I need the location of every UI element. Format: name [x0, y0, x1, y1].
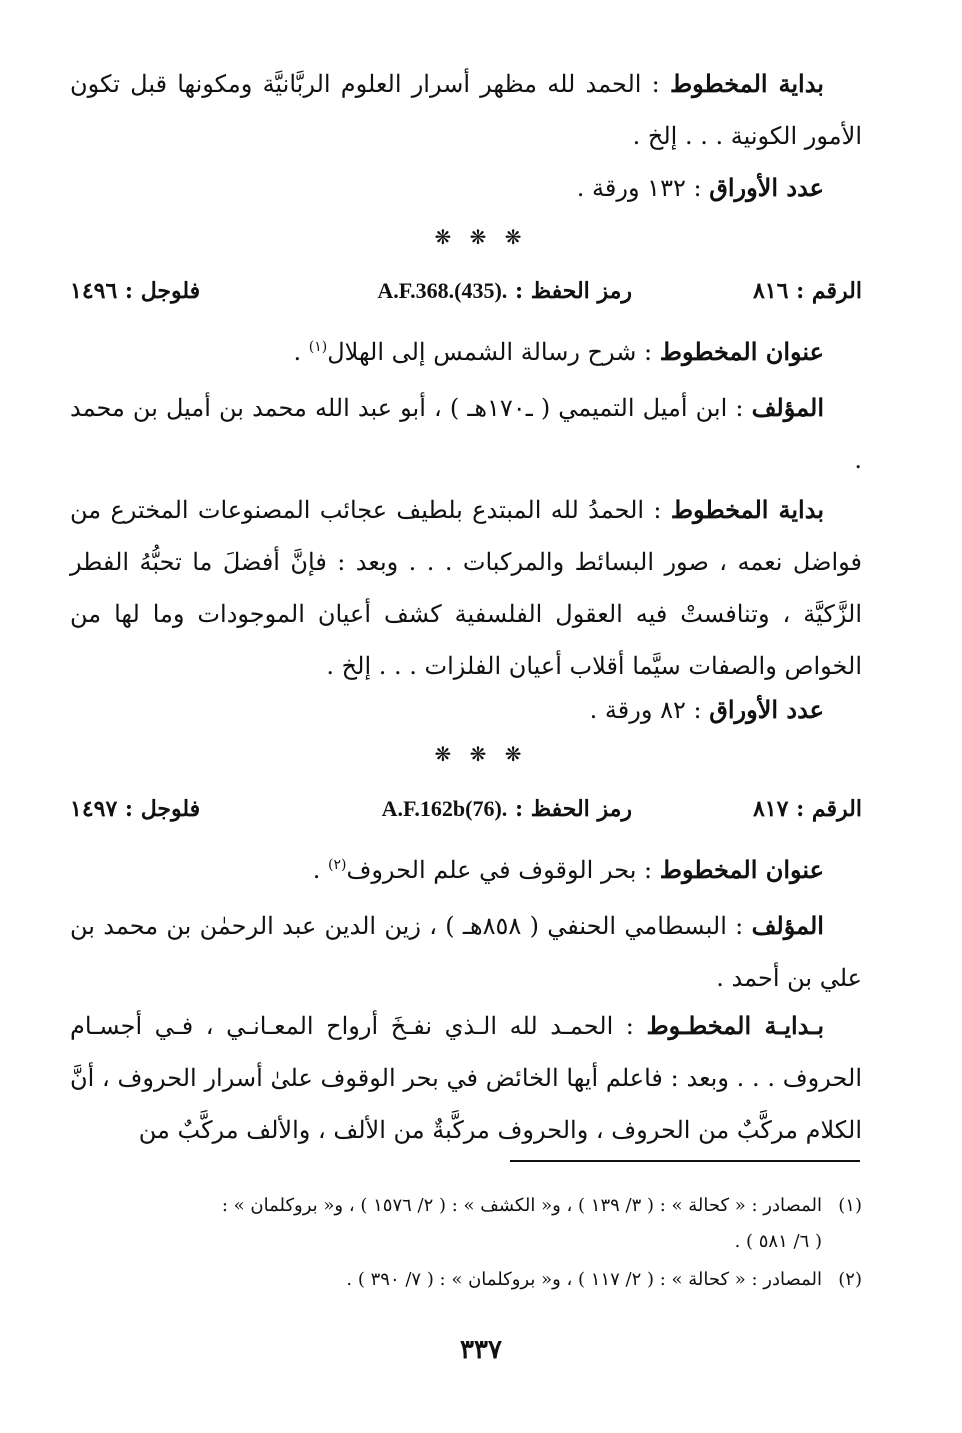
leaves-text: : ٨٢ ورقة . [589, 696, 702, 724]
beginning-text: : الحمدُ لله المبتدع بلطيف عجائب المصنوعات المخترع من فواضل نعمه ، صور البسائط والمركبات . . . وبعد : فإنَّ أفضلَ ما تحبُّهُ الفطر الزَّكيَّة ، وتنافستْ فيه العقول الفلسفية كشف أعيان الموجودات وما لها من الخواص والصفات سيَّما أقلاب أعيان الفلزات . . . إلخ . [70, 496, 862, 680]
title-label: عنوان المخطوط [659, 855, 824, 884]
flugel-number: فلوجل : ١٤٩٧ [70, 796, 201, 822]
manuscript-beginning [70, 484, 862, 692]
footnote-marker: (٢) [838, 1269, 862, 1290]
storage-code [382, 796, 632, 822]
leaves-label: عدد الأوراق [709, 695, 824, 724]
footnote-1-continuation: ( ٦/ ٥٨١ ) . [734, 1231, 822, 1252]
footnote-text: المصادر : « كحالة » : ( ٢/ ١١٧ ) ، و« بروكلمان » : ( ٧/ ٣٩٠ ) . [346, 1269, 822, 1290]
leaves-count [70, 684, 862, 736]
leaves-count [70, 162, 862, 214]
flugel-number: فلوجل : ١٤٩٦ [70, 278, 201, 304]
storage-code-value: A.F.368.(435). [377, 278, 508, 303]
manuscript-beginning [70, 58, 862, 162]
storage-code-label: رمز الحفظ : [514, 278, 632, 304]
beginning-text: : الحمد لله مظهر أسرار العلوم الربَّانيَّة ومكونها قبل تكون الأمور الكونية . . . إلخ . [70, 70, 862, 150]
author-text: : البسطامي الحنفي ( ٨٥٨هـ ) ، زين الدين عبد الرحمٰن بن محمد بن علي بن أحمد . [70, 912, 862, 992]
author-text: : ابن أميل التميمي ( ـ١٧٠هـ ) ، أبو عبد الله محمد بن أميل بن محمد . [70, 394, 862, 474]
beginning-label: بداية المخطوط [670, 495, 825, 524]
entry-816-meta [70, 278, 862, 318]
footnote-text: المصادر : « كحالة » : ( ٣/ ١٣٩ ) ، و« الكشف » : ( ٢/ ١٥٧٦ ) ، و« بروكلمان » : [221, 1195, 822, 1216]
beginning-text: : الحمـد لله الـذي نفـخَ أرواح المعـانـي ، فـي أجسـام الحروف . . . وبعد : فاعلم أيها الخائض في بحر الوقوف علىٰ أسرار الحروف ، أنَّ الكلام مركَّبٌ من الحروف ، والحروف مركَّبةٌ من الألف ، والألف مركَّبٌ من [70, 1012, 862, 1144]
storage-code [377, 278, 632, 304]
storage-code-value: A.F.162b(76). [381, 796, 508, 821]
author-label: المؤلف [751, 393, 824, 422]
entry-number: الرقم : ٨١٧ [752, 796, 862, 822]
manuscript-author [70, 382, 862, 486]
leaves-label: عدد الأوراق [709, 173, 824, 202]
entry-number: الرقم : ٨١٦ [752, 278, 862, 304]
footnote-2 [70, 1264, 862, 1296]
title-text: : بحر الوقوف في علم الحروف [346, 856, 653, 884]
footnote-ref-1: (١) [308, 339, 328, 355]
manuscript-title [70, 844, 862, 896]
section-separator: ❋ ❋ ❋ [434, 225, 528, 249]
author-label: المؤلف [751, 911, 824, 940]
title-end: . [312, 856, 328, 884]
leaves-text: : ١٣٢ ورقة . [576, 174, 702, 202]
footnote-marker: (١) [838, 1195, 862, 1216]
manuscript-author [70, 900, 862, 1004]
page-number: ٣٣٧ [460, 1335, 502, 1365]
beginning-label: بـدايـة المخطـوط [646, 1011, 824, 1040]
footnote-1 [70, 1190, 862, 1222]
section-separator: ❋ ❋ ❋ [434, 742, 528, 766]
footnote-rule [510, 1160, 860, 1162]
title-end: . [293, 338, 309, 366]
storage-code-label: رمز الحفظ : [514, 796, 632, 822]
title-text: : شرح رسالة الشمس إلى الهلال [327, 338, 653, 366]
title-label: عنوان المخطوط [659, 337, 824, 366]
entry-817-meta [70, 796, 862, 836]
manuscript-title [70, 326, 862, 378]
manuscript-beginning [70, 1000, 862, 1156]
footnote-ref-2: (٢) [327, 857, 347, 873]
beginning-label: بداية المخطوط [669, 69, 824, 98]
